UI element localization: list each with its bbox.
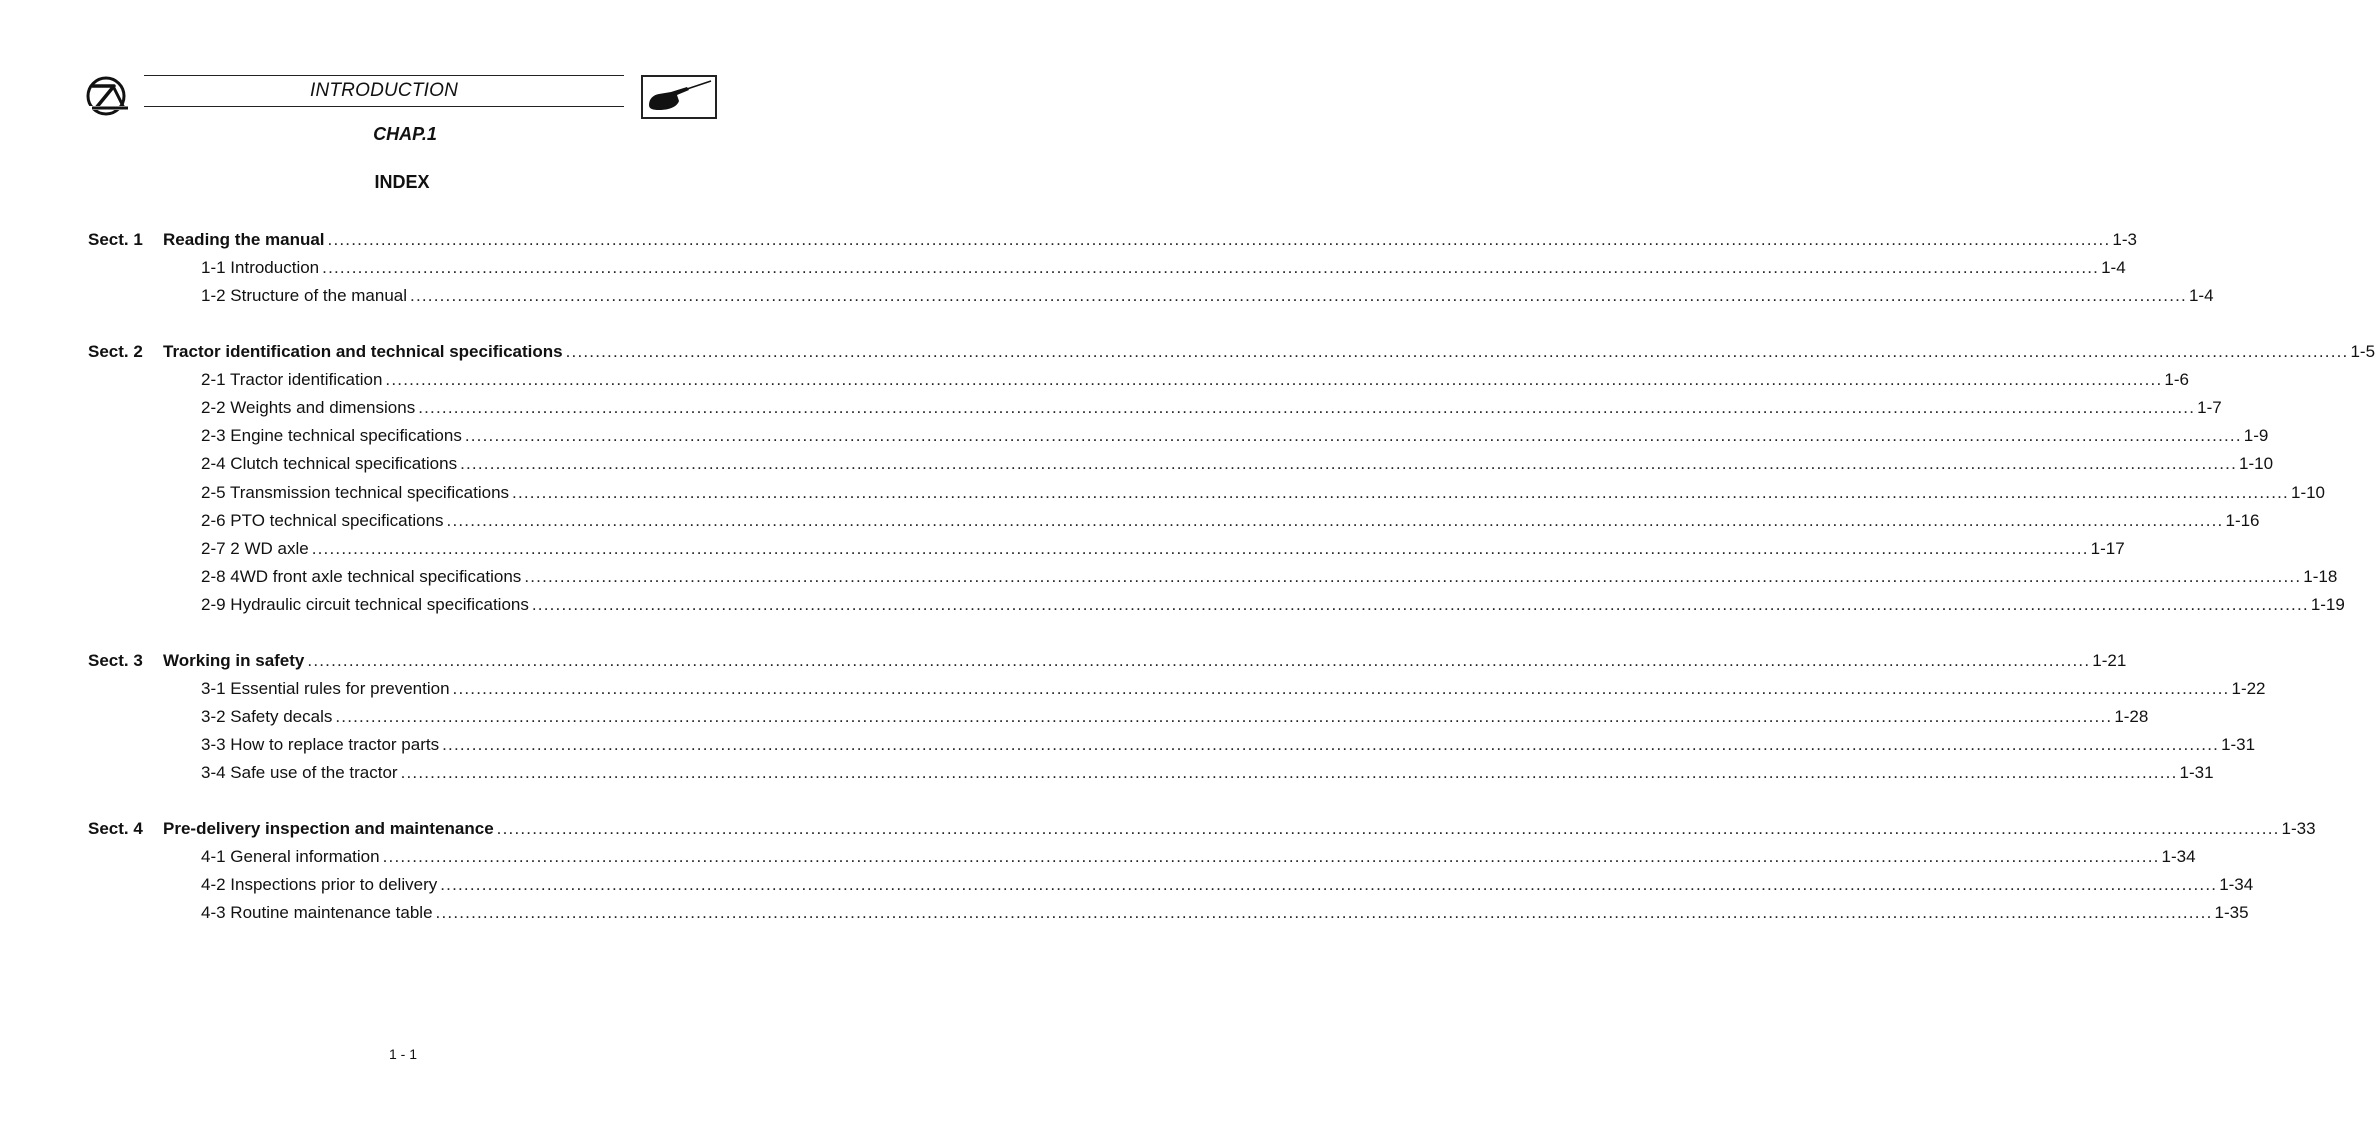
item-page: 1-17 [2090, 538, 2125, 558]
toc-item-row[interactable] [201, 424, 2269, 448]
item-title: 2-1 Tractor identification [201, 370, 383, 390]
item-page: 1-18 [2303, 566, 2338, 586]
pointing-hand-icon [643, 77, 715, 117]
company-logo-icon [84, 74, 132, 118]
header-title: INTRODUCTION [309, 80, 459, 101]
item-page: 1-31 [2179, 763, 2214, 783]
toc-item-row[interactable] [201, 761, 2214, 785]
index-title: INDEX [374, 172, 430, 192]
dot-leader: ............................................................................................................................................................................................................................................................................................................ [410, 286, 2187, 306]
item-page: 1-9 [2243, 426, 2269, 446]
item-page: 1-7 [2197, 398, 2222, 418]
section-title: Working in safety [163, 651, 305, 670]
item-page: 1-28 [2114, 707, 2149, 727]
page-header [0, 0, 794, 130]
section-number: Sect. 2 [88, 342, 143, 361]
item-page: 1-4 [2101, 258, 2126, 278]
dot-leader: ............................................................................................................................................................................................................................................................................................................ [322, 258, 2100, 278]
item-title: 2-2 Weights and dimensions [201, 398, 416, 418]
section-number: Sect. 4 [88, 819, 143, 838]
header-rule-top [144, 75, 624, 76]
item-page: 1-16 [2225, 510, 2260, 530]
item-page: 1-19 [2310, 594, 2345, 614]
section-page: 1-21 [2092, 651, 2127, 670]
section-page: 1-3 [2112, 230, 2137, 249]
item-title: 2-6 PTO technical specifications [201, 510, 444, 530]
toc-item-row[interactable] [201, 368, 2189, 392]
dot-leader: ............................................................................................................................................................................................................................................................................................................ [446, 510, 2224, 530]
item-page: 1-22 [2231, 679, 2266, 699]
item-page: 1-6 [2164, 370, 2189, 390]
dot-leader: ............................................................................................................................................................................................................................................................................................................ [385, 370, 2163, 390]
icon-box [641, 75, 717, 119]
item-title: 2-9 Hydraulic circuit technical specifications [201, 594, 529, 614]
item-title: 3-2 Safety decals [201, 707, 333, 727]
item-title: 2-7 2 WD axle [201, 538, 309, 558]
dot-leader: ............................................................................................................................................................................................................................................................................................................ [400, 763, 2178, 783]
dot-leader: ............................................................................................................................................................................................................................................................................................................ [452, 679, 2230, 699]
page-number: 1 - 1 [388, 1046, 417, 1062]
dot-leader: ............................................................................................................................................................................................................................................................................................................ [335, 707, 2113, 727]
item-page: 1-34 [2219, 875, 2254, 895]
toc-item-row[interactable] [201, 396, 2222, 420]
dot-leader: ............................................................................................................................................................................................................................................................................................................ [464, 426, 2242, 446]
toc-item-row[interactable] [201, 845, 2196, 869]
toc-item-row[interactable] [201, 481, 2326, 505]
item-title: 1-1 Introduction [201, 258, 320, 278]
dot-leader: ............................................................................................................................................................................................................................................................................................................ [440, 875, 2218, 895]
dot-leader: ............................................................................................................................................................................................................................................................................................................. [307, 651, 2091, 670]
item-page: 1-34 [2161, 847, 2196, 867]
toc-section-row[interactable] [88, 649, 2127, 673]
dot-leader: ............................................................................................................................................................................................................................................................................................................ [460, 454, 2238, 474]
section-number: Sect. 1 [88, 230, 143, 249]
section-page: 1-33 [2281, 819, 2316, 838]
toc-item-row[interactable] [201, 509, 2260, 533]
item-page: 1-31 [2221, 735, 2256, 755]
item-title: 2-8 4WD front axle technical specifications [201, 566, 522, 586]
item-title: 3-1 Essential rules for prevention [201, 679, 450, 699]
toc-item-row[interactable] [201, 705, 2149, 729]
item-title: 2-3 Engine technical specifications [201, 426, 462, 446]
item-title: 2-5 Transmission technical specifications [201, 482, 510, 502]
toc-item-row[interactable] [201, 537, 2125, 561]
dot-leader: ............................................................................................................................................................................................................................................................................................................ [531, 594, 2309, 614]
toc-item-row[interactable] [201, 733, 2256, 757]
chapter-title: CHAP.1 [373, 124, 437, 144]
toc-section-row[interactable] [88, 817, 2316, 841]
dot-leader: ............................................................................................................................................................................................................................................................................................................ [435, 903, 2213, 923]
dot-leader: ............................................................................................................................................................................................................................................................................................................ [524, 566, 2302, 586]
header-rule-bottom [144, 106, 624, 107]
dot-leader: ............................................................................................................................................................................................................................................................................................................ [512, 482, 2289, 502]
toc-item-row[interactable] [201, 256, 2126, 280]
section-title: Reading the manual [163, 230, 325, 249]
toc-section-row[interactable] [88, 228, 2137, 252]
toc-item-row[interactable] [201, 677, 2266, 701]
dot-leader: ............................................................................................................................................................................................................................................................................................................ [311, 538, 2089, 558]
item-title: 3-4 Safe use of the tractor [201, 763, 398, 783]
dot-leader: ............................................................................................................................................................................................................................................................................................................ [442, 735, 2220, 755]
toc-item-row[interactable] [201, 873, 2254, 897]
item-title: 4-1 General information [201, 847, 380, 867]
toc-item-row[interactable] [201, 901, 2249, 925]
item-title: 2-4 Clutch technical specifications [201, 454, 458, 474]
item-title: 4-2 Inspections prior to delivery [201, 875, 438, 895]
toc-item-row[interactable] [201, 593, 2345, 617]
section-number: Sect. 3 [88, 651, 143, 670]
item-title: 4-3 Routine maintenance table [201, 903, 433, 923]
item-page: 1-35 [2214, 903, 2249, 923]
section-page: 1-5 [2350, 342, 2375, 361]
dot-leader: ............................................................................................................................................................................................................................................................................................................. [327, 230, 2111, 249]
toc-section-row[interactable] [88, 340, 2375, 364]
dot-leader: ............................................................................................................................................................................................................................................................................................................. [565, 342, 2349, 361]
item-title: 3-3 How to replace tractor parts [201, 735, 440, 755]
section-title: Pre-delivery inspection and maintenance [163, 819, 494, 838]
dot-leader: ............................................................................................................................................................................................................................................................................................................. [496, 819, 2280, 838]
item-title: 1-2 Structure of the manual [201, 286, 408, 306]
dot-leader: ............................................................................................................................................................................................................................................................................................................ [418, 398, 2196, 418]
item-page: 1-10 [2290, 482, 2326, 502]
item-page: 1-4 [2188, 286, 2214, 306]
toc-item-row[interactable] [201, 452, 2274, 476]
toc-item-row[interactable] [201, 565, 2338, 589]
toc-item-row[interactable] [201, 284, 2214, 308]
section-title: Tractor identification and technical specifications [163, 342, 563, 361]
dot-leader: ............................................................................................................................................................................................................................................................................................................ [382, 847, 2160, 867]
item-page: 1-10 [2239, 454, 2274, 474]
